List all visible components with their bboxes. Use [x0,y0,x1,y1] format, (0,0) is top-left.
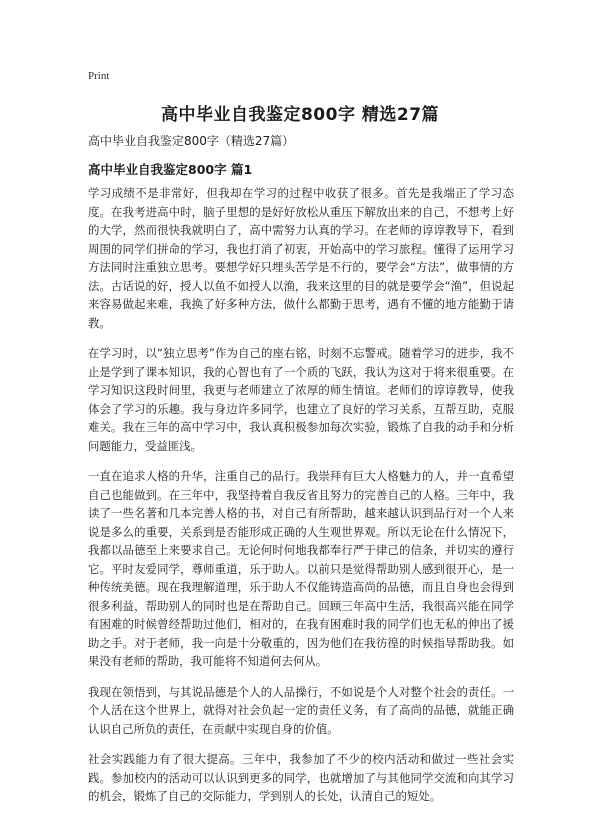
document-subtitle: 高中毕业自我鉴定800字（精选27篇） [88,134,295,148]
paragraph: 我现在领悟到，与其说品德是个人的人品操行，不如说是个人对整个社会的责任。一个人活在这个世界上，就得对社会负起一定的责任义务，有了高尚的品德，就能正确认识自己所负的责任，在贡献中实现自身的价值。 [88,684,514,736]
paragraph: 社会实践能力有了很大提高。三年中，我参加了不少的校内活动和做过一些社会实践。参加校内的活动可以认识到更多的同学，也就增加了与其他同学交流和向其学习的机会，锻炼了自己的交际能力，学到别人的长处，认清自己的短处。 [88,752,514,803]
section-heading: 高中毕业自我鉴定800字 篇1 [88,162,253,177]
print-label: Print [88,70,110,82]
paragraph: 学习成绩不是非常好，但我却在学习的过程中收获了很多。首先是我端正了学习态度。在我考进高中时，脑子里想的是好好放松从重压下解放出来的自己，不想考上好的大学，然而很快我就明白了，高中需努力认真的学习。在老师的谆谆教导下，看到周围的同学们拼命的学习，我也打消了初衷，开始高中的学习旅程。懂得了运用学习方法同时注重独立思考。要想学好只埋头苦学是不行的，要学会“方法”，做事情的方法。古话说的好，授人以鱼不如授人以渔，我来这里的目的就是要学会“渔”，但说起来容易做起来难，我换了好多种方法，做什么都勤于思考，遇有不懂的地方能勤于请教。 [88,186,514,330]
paragraph: 在学习时，以“独立思考”作为自己的座右铭，时刻不忘警戒。随着学习的进步，我不止是学到了课本知识，我的心智也有了一个质的飞跃，我认为这对于将来很重要。在学习知识这段时间里，我更与老师建立了浓厚的师生情谊。老师们的谆谆教导，使我体会了学习的乐趣。我与身边许多同学，也建立了良好的学习关系，互帮互助，克服难关。我在三年的高中学习中，我认真积极参加每次实验，锻炼了自我的动手和分析问题能力，受益匪浅。 [88,346,514,453]
paragraph: 一直在追求人格的升华，注重自己的品行。我崇拜有巨大人格魅力的人，并一直希望自己也能做到。在三年中，我坚持着自我反省且努力的完善自己的人格。三年中，我读了一些名著和几本完善人格的书，对自己有所帮助，越来越认识到品行对一个人来说是多么的重要，关系到是否能形成正确的人生观世界观。所以无论在什么情况下，我都以品德至上来要求自己。无论何时何地我都奉行严于律己的信条，并切实的遵行它。平时友爱同学，尊师重道，乐于助人。以前只是觉得帮助别人感到很开心，是一种传统美德。现在我理解道理，乐于助人不仅能铸造高尚的品德，而且自身也会得到很多利益，帮助别人的同时也是在帮助自己。回顾三年高中生活，我很高兴能在同学有困难的时候曾经帮助过他们，相对的，在我有困难时我的同学们也无私的伸出了援助之手。对于老师，我一向是十分敬重的，因为他们在我彷徨的时候指导帮助我。如果没有老师的帮助，我可能将不知道何去何从。 [88,469,514,668]
document-title: 高中毕业自我鉴定800字 精选27篇 [160,105,440,125]
document-body [88,184,514,818]
